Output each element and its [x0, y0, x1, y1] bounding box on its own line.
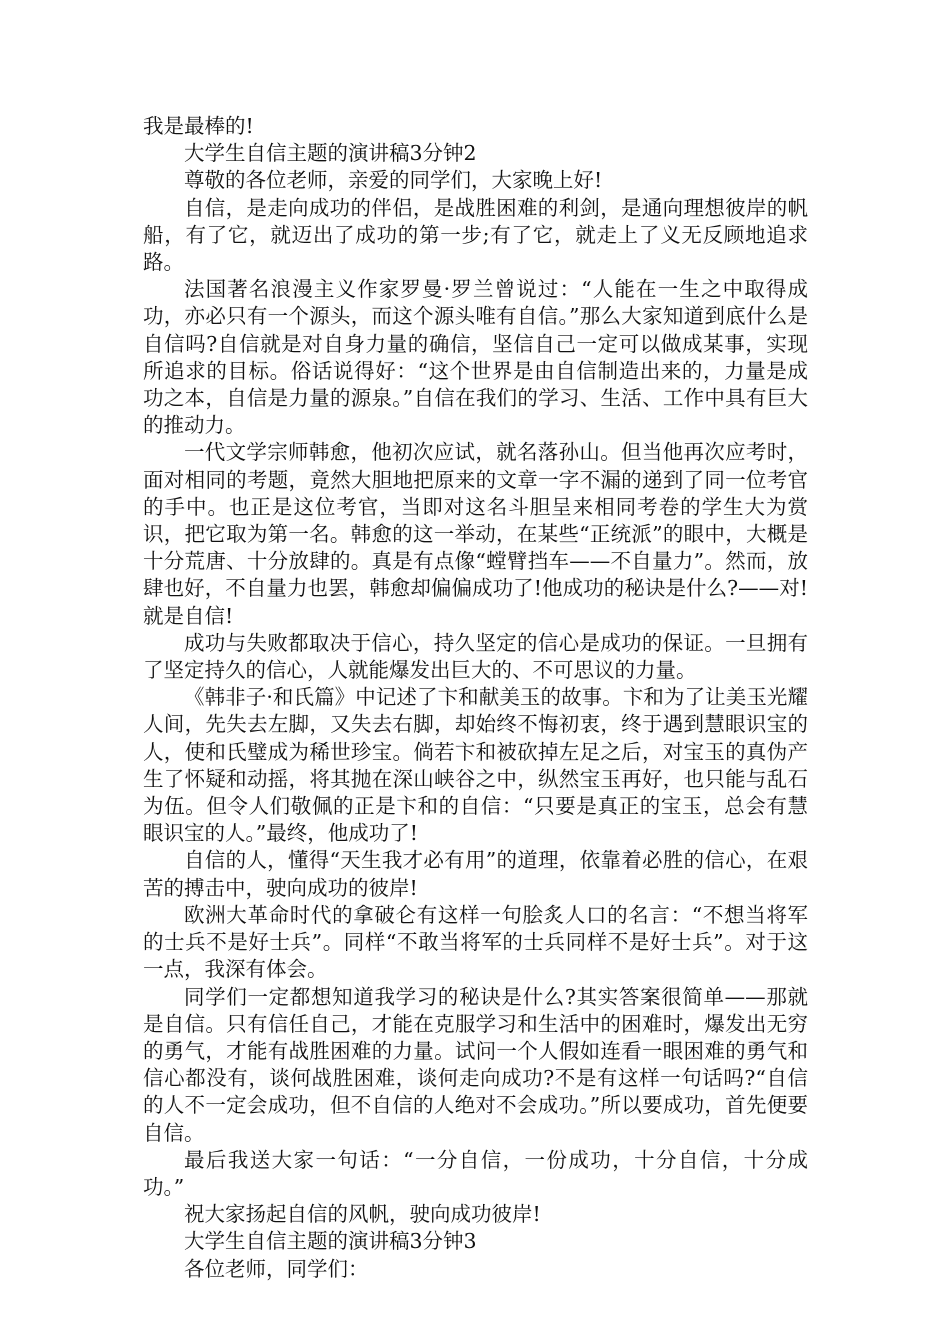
paragraph-bian-he: 《韩非子·和氏篇》中记述了卞和献美玉的故事。卞和为了让美玉光耀人间，先失去左脚，又失去右脚，却始终不悔初衷，终于遇到慧眼识宝的人，使和氏璧成为稀世珍宝。倘若卞和被砍掉左足之后，对宝玉的真伪产生了怀疑和动摇，将其抛在深山峡谷之中，纵然宝玉再好，也只能与乱石为伍。但令人们敬佩的正是卞和的自信：“只要是真正的宝玉，总会有慧眼识宝的人。”最终，他成功了! [143, 685, 808, 846]
paragraph-greeting: 尊敬的各位老师，亲爱的同学们，大家晚上好! [184, 168, 603, 193]
paragraph-final-words: 最后我送大家一句话：“一分自信，一份成功，十分自信，十分成功。” [143, 1147, 808, 1199]
paragraph-study-secret: 同学们一定都想知道我学习的秘诀是什么?其实答案很简单——那就是自信。只有信任自己，才能在克服学习和生活中的困难时，爆发出无穷的勇气，才能有战胜困难的力量。试问一个人假如连看一眼困难的勇气和信心都没有，谈何战胜困难，谈何走向成功?不是有这样一句话吗?“自信的人不一定会成功，但不自信的人绝对不会成功。”所以要成功，首先便要自信。 [143, 984, 808, 1145]
paragraph-closing-line: 我是最棒的! [143, 114, 254, 138]
paragraph-han-yu: 一代文学宗师韩愈，他初次应试，就名落孙山。但当他再次应考时，面对相同的考题，竟然大胆地把原来的文章一字不漏的递到了同一位考官的手中。也正是这位考官，当即对这名斗胆呈来相同考卷的学生大为赏识，把它取为第一名。韩愈的这一举动，在某些“正统派”的眼中，大概是十分荒唐、十分放肆的。真是有点像“螳臂挡车——不自量力”。然而，放肆也好，不自量力也罢，韩愈却偏偏成功了!他成功的秘诀是什么?——对!就是自信! [143, 440, 808, 628]
document-body [143, 113, 808, 1283]
paragraph-greeting-3: 各位老师，同学们： [184, 1256, 369, 1281]
paragraph-confidence-success: 成功与失败都取决于信心，持久坚定的信心是成功的保证。一旦拥有了坚定持久的信心，人就能爆发出巨大的、不可思议的力量。 [143, 630, 808, 683]
paragraph-napoleon: 欧洲大革命时代的拿破仑有这样一句脍炙人口的名言：“不想当将军的士兵不是好士兵”。同样“不敢当将军的士兵同样不是好士兵”。对于这一点，我深有体会。 [143, 902, 808, 982]
section-title-2: 大学生自信主题的演讲稿3分钟2 [184, 141, 477, 166]
section-title-3: 大学生自信主题的演讲稿3分钟3 [184, 1229, 477, 1254]
paragraph-wishes: 祝大家扬起自信的风帆，驶向成功彼岸! [184, 1202, 541, 1227]
paragraph-romain-rolland: 法国著名浪漫主义作家罗曼·罗兰曾说过：“人能在一生之中取得成功，亦必只有一个源头，而这个源头唯有自信。”那么大家知道到底什么是自信吗?自信就是对自身力量的确信，坚信自己一定可以做成某事，实现所追求的目标。俗话说得好：“这个世界是由自信制造出来的，力量是成功之本，自信是力量的源泉。”自信在我们的学习、生活、工作中具有巨大的推动力。 [143, 277, 808, 438]
paragraph-talent: 自信的人，懂得“天生我才必有用”的道理，依靠着必胜的信心，在艰苦的搏击中，驶向成功的彼岸! [143, 848, 808, 900]
paragraph-intro: 自信，是走向成功的伴侣，是战胜困难的利剑，是通向理想彼岸的帆船，有了它，就迈出了成功的第一步;有了它，就走上了义无反顾地追求路。 [143, 195, 808, 275]
